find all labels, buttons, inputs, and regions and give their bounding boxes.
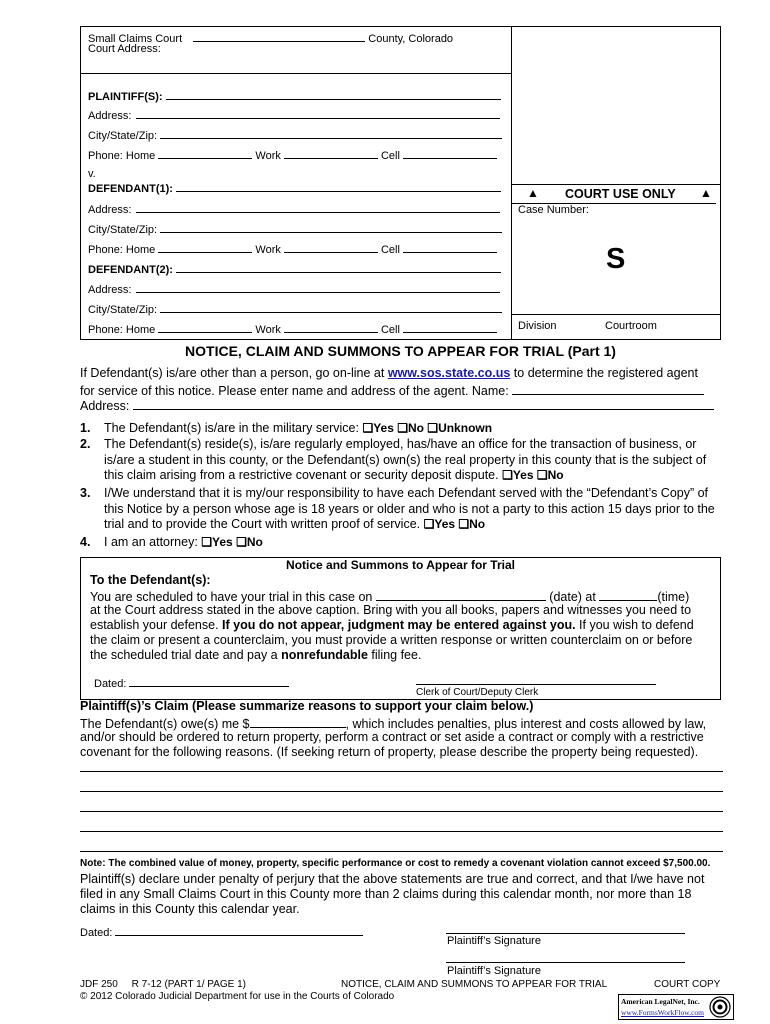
notice-text: filing fee. (367, 648, 422, 662)
limit-note: Note: The combined value of money, property, specific performance or cost to remedy a covenant violation cannot exceed $7,500.00. (80, 858, 711, 869)
phone-home-label: Phone: Home (88, 244, 156, 256)
agent-address-label: Address: (80, 399, 130, 413)
county-label: County, Colorado (368, 33, 454, 45)
intro-line3 (80, 397, 725, 415)
courtroom-label: Courtroom (605, 320, 657, 332)
defendant2-city-field[interactable] (160, 301, 502, 313)
claim-line3: covenant for the following reasons. (If seeking return of property, please describe the property being requested). (80, 745, 699, 759)
plaintiff-city-field[interactable] (160, 127, 502, 139)
notice-text: (time) (657, 590, 690, 604)
dated-label: Dated: (80, 927, 113, 939)
sos-link[interactable]: www.sos.state.co.us (387, 366, 511, 380)
plaintiff-signature-label-2: Plaintiff’s Signature (447, 965, 541, 977)
declaration-line1: Plaintiff(s) declare under penalty of perjury that the above statements are true and correct, and that I/we have not (80, 872, 705, 886)
caption-rule (80, 73, 512, 74)
versus-label: v. (88, 168, 96, 180)
defendant1-address-line (88, 201, 500, 216)
copyright: © 2012 Colorado Judicial Department for use in the Courts of Colorado (80, 991, 395, 1002)
address-label: Address: (88, 204, 132, 216)
citystatezip-label: City/State/Zip: (88, 130, 158, 142)
defendant1-home-phone-field[interactable] (158, 241, 252, 253)
court-use-only-label: COURT USE ONLY (565, 187, 676, 201)
court-use-rule-top (511, 184, 721, 185)
address-label: Address: (88, 284, 132, 296)
clerk-label: Clerk of Court/Deputy Clerk (416, 687, 539, 698)
defendant2-address-field[interactable] (136, 281, 500, 293)
cell-label: Cell (380, 244, 400, 256)
court-label: Small Claims Court (88, 33, 183, 45)
defendant1-cell-phone-field[interactable] (403, 241, 497, 253)
cell-label: Cell (380, 150, 400, 162)
division-rule (511, 314, 721, 315)
item-text: I am an attorney: (104, 535, 202, 549)
defendant2-field[interactable] (176, 261, 501, 273)
notice-text: establish your defense. (90, 618, 223, 632)
claim-line2: and/or should be ordered to return property, perform a contract or set aside a contract or comply with a restrictive (80, 730, 704, 744)
plaintiff-line (88, 88, 501, 103)
plaintiff-work-phone-field[interactable] (284, 147, 378, 159)
defendant1-work-phone-field[interactable] (284, 241, 378, 253)
defendant2-cell-phone-field[interactable] (403, 321, 497, 333)
notice-text: the scheduled trial date and pay a (90, 648, 282, 662)
notice-text: If you wish to defend (575, 618, 694, 632)
intro-text-2: to determine the registered agent (510, 366, 698, 380)
defendant2-city-line (88, 301, 502, 316)
item-number: 2. (80, 437, 91, 451)
claim-reason-line[interactable] (80, 791, 723, 792)
notice-line5 (90, 648, 718, 664)
declaration-line2: filed in any Small Claims Court in this County more than 2 claims during this calendar month, nor more than 18 (80, 887, 692, 901)
notice-text: You are scheduled to have your trial in this case on (90, 590, 376, 604)
service-checkboxes[interactable]: ❑Yes ❑No (423, 517, 486, 531)
agent-address-field[interactable] (133, 397, 714, 410)
defendant2-work-phone-field[interactable] (284, 321, 378, 333)
defendant2-line (88, 261, 501, 276)
division-label: Division (518, 320, 557, 332)
notice-line4: the claim or present a counterclaim, you must provide a written response or written counterclaim on or before (90, 633, 693, 647)
claim-amount-field[interactable] (250, 715, 346, 728)
plaintiff-label: PLAINTIFF(S): (88, 91, 163, 103)
item-residence (104, 437, 726, 484)
citystatezip-label: City/State/Zip: (88, 224, 158, 236)
plaintiff-field[interactable] (166, 88, 501, 100)
court-address-label: Court Address: (88, 43, 161, 55)
plaintiff-signature-line-1[interactable] (446, 933, 685, 934)
attorney-checkboxes[interactable]: ❑Yes ❑No (201, 535, 263, 549)
military-checkboxes[interactable]: ❑Yes ❑No ❑Unknown (362, 421, 493, 435)
clerk-signature-line[interactable] (416, 684, 656, 685)
work-label: Work (255, 150, 281, 162)
notice-warning: If you do not appear, judgment may be entered against you. (222, 618, 576, 632)
brand-name: American LegalNet, Inc. (621, 997, 700, 1006)
signature-dated-field[interactable] (115, 924, 363, 936)
cell-label: Cell (380, 324, 400, 336)
notice-line2: at the Court address stated in the above caption. Bring with you all books, papers and witnesses you need to (90, 603, 692, 617)
declaration-line3: claims in this County this calendar year. (80, 902, 300, 916)
phone-home-label: Phone: Home (88, 324, 156, 336)
notice-text: (date) at (545, 590, 600, 604)
item-text: The Defendant(s) reside(s), is/are regularly employed, has/have an office for the transaction of business, or is/are a student in this county, or the Defendant(s) own(s) the real property in this county that is the subject of this claim arising from a restrictive covenant or security deposit dispute. (104, 437, 707, 482)
notice-dated-field[interactable] (129, 675, 289, 687)
brand-emblem-icon (709, 996, 731, 1018)
brand-logo (618, 994, 734, 1020)
plaintiff-signature-label-1: Plaintiff’s Signature (447, 935, 541, 947)
claim-reason-line[interactable] (80, 851, 723, 852)
defendant2-label: DEFENDANT(2): (88, 264, 173, 276)
defendant1-address-field[interactable] (136, 201, 500, 213)
item-attorney (104, 535, 726, 551)
claim-text: , which includes penalties, plus interest and costs allowed by law, (345, 717, 707, 731)
claim-heading: Plaintiff(s)’s Claim (Please summarize reasons to support your claim below.) (80, 699, 534, 713)
claim-reason-line[interactable] (80, 831, 723, 832)
case-letter: S (606, 243, 626, 275)
court-copy-label: COURT COPY (654, 979, 721, 990)
notice-dated-line (94, 675, 289, 690)
defendant1-city-line (88, 221, 502, 236)
agent-name-label: for service of this notice. Please enter name and address of the agent. Name: (80, 384, 509, 398)
trial-date-field[interactable] (376, 588, 546, 601)
case-number-label: Case Number: (518, 204, 589, 216)
plaintiff-address-line (88, 107, 500, 122)
work-label: Work (255, 244, 281, 256)
item-text: The Defendant(s) is/are in the military service: (104, 421, 363, 435)
defendant1-city-field[interactable] (160, 221, 502, 233)
item-number: 3. (80, 486, 91, 500)
plaintiff-city-line (88, 127, 502, 142)
work-label: Work (255, 324, 281, 336)
phone-home-label: Phone: Home (88, 150, 156, 162)
item-military (104, 421, 726, 437)
county-field[interactable] (193, 30, 365, 42)
citystatezip-label: City/State/Zip: (88, 304, 158, 316)
footer-title: NOTICE, CLAIM AND SUMMONS TO APPEAR FOR TRIAL (341, 979, 608, 990)
item-text: I/We understand that it is my/our responsibility to have each Defendant served with the “Defendant’s Copy” of this Notice by a person whose age is 18 years or older and who is not a party to this action 15 days prior to the trial and to provide the Court with written proof of service. (104, 486, 715, 531)
trial-time-field[interactable] (599, 588, 657, 601)
plaintiff-signature-line-2[interactable] (446, 962, 685, 963)
form-title: NOTICE, CLAIM AND SUMMONS TO APPEAR FOR TRIAL (Part 1) (185, 343, 616, 359)
notice-to-label: To the Defendant(s): (90, 573, 211, 587)
plaintiff-home-phone-field[interactable] (158, 147, 252, 159)
signature-dated-line (80, 924, 363, 939)
item-service (104, 486, 726, 533)
claim-text: The Defendant(s) owe(s) me $ (80, 717, 250, 731)
defendant2-address-line (88, 281, 500, 296)
claim-reason-line[interactable] (80, 771, 723, 772)
intro-text: If Defendant(s) is/are other than a person, go on-line at (80, 366, 388, 380)
intro-line1 (80, 366, 725, 382)
form-number: JDF 250 R 7-12 (PART 1/ PAGE 1) (80, 979, 246, 990)
defendant1-phone-line (88, 241, 497, 256)
defendant1-label: DEFENDANT(1): (88, 183, 173, 195)
notice-line3 (90, 618, 718, 634)
dated-label: Dated: (94, 678, 127, 690)
item-number: 4. (80, 535, 91, 549)
triangle-right-icon: ▲ (700, 186, 712, 200)
plaintiff-address-field[interactable] (136, 107, 500, 119)
defendant2-home-phone-field[interactable] (158, 321, 252, 333)
residence-checkboxes[interactable]: ❑Yes ❑No (502, 468, 564, 482)
item-number: 1. (80, 421, 91, 435)
address-label: Address: (88, 110, 132, 122)
defendant2-phone-line (88, 321, 497, 336)
triangle-left-icon: ▲ (527, 186, 539, 200)
plaintiff-cell-phone-field[interactable] (403, 147, 497, 159)
plaintiff-phone-line (88, 147, 497, 162)
agent-name-field[interactable] (512, 382, 704, 395)
brand-url[interactable]: www.FormsWorkFlow.com (621, 1008, 705, 1017)
notice-heading: Notice and Summons to Appear for Trial (286, 558, 515, 572)
defendant1-field[interactable] (176, 180, 501, 192)
nonrefundable-label: nonrefundable (281, 648, 368, 662)
defendant1-line (88, 180, 501, 195)
claim-reason-line[interactable] (80, 811, 723, 812)
